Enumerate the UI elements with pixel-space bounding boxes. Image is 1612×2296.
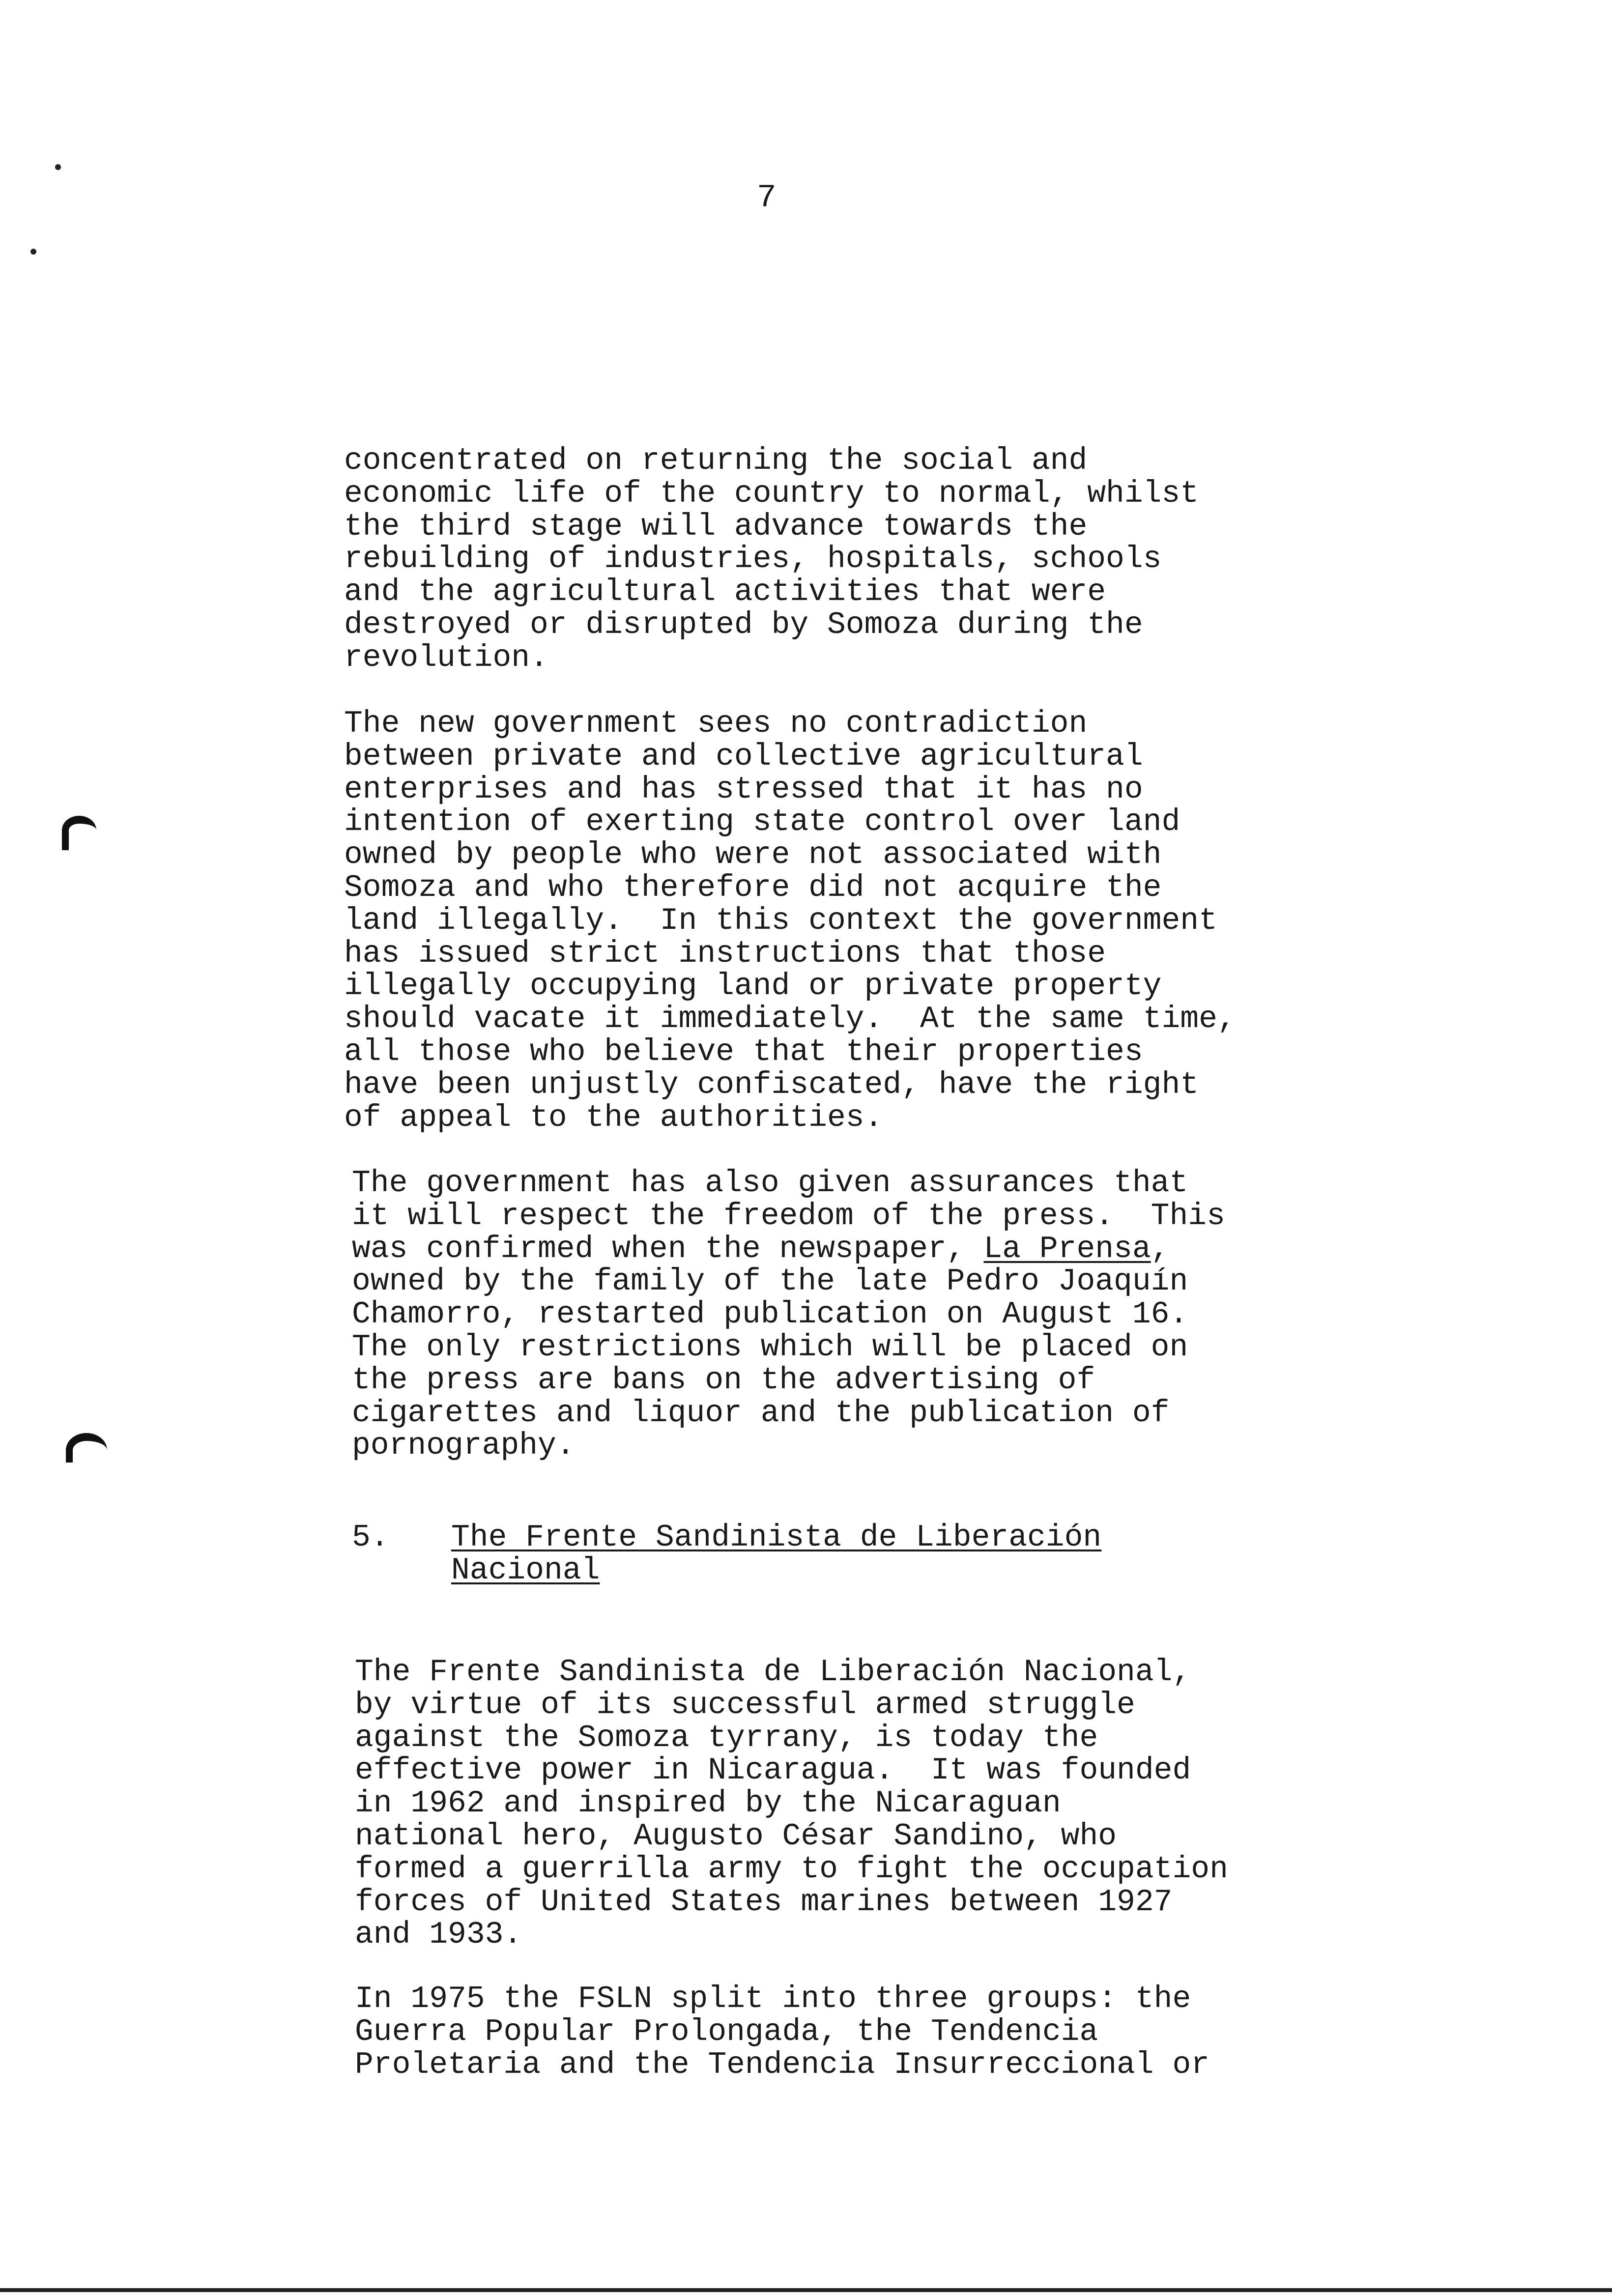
paragraph-fsln-split: In 1975 the FSLN split into three groups: the Guerra Popular Prolongada, the Tendencia Proletaria and the Tendencia Insurreccional or <box>355 1981 1210 2082</box>
newspaper-name: La Prensa <box>983 1231 1151 1266</box>
margin-dot-top <box>55 164 61 170</box>
paragraph-press-freedom <box>352 1167 1225 1463</box>
paragraph-economic-recovery: concentrated on returning the social and economic life of the country to normal, whilst the third stage will advance towards the rebuilding of industries, hospitals, schools and the agricultural activities that were destroyed or disrupted by Somoza during the revolution. <box>344 443 1199 675</box>
press-line-3-end: , <box>1151 1231 1170 1266</box>
section-number: 5. <box>352 1520 389 1555</box>
margin-dot-lower <box>30 249 36 255</box>
paragraph-land-policy: The new government sees no contradiction between private and collective agricultural enterprises and has stressed that it has no intention of exerting state control over land owned by people who were not associated with Somoza and who therefore did not acquire the land illegally. In this context the government has issued strict instructions that those illegally occupying land or private property should vacate it immediately. At the same time, all those who believe that their properties have been unjustly confiscated, have the right of appeal to the authorities. <box>344 706 1236 1135</box>
paragraph-fsln-history: The Frente Sandinista de Liberación Nacional, by virtue of its successful armed struggle against the Somoza tyrrany, is today the effective power in Nicaragua. It was founded in 1962 and inspired by the Nicaraguan national hero, Augusto César Sandino, who formed a guerrilla army to fight the occupation forces of United States marines between 1927 and 1933. <box>355 1655 1228 1952</box>
press-remaining-lines: owned by the family of the late Pedro Joaquín Chamorro, restarted publication on August 16. The only restrictions which will be placed on the press are bans on the advertising of cigarettes and liquor and the publication of pornography. <box>352 1264 1188 1464</box>
press-line-1: The government has also given assurances that <box>352 1166 1188 1201</box>
press-line-3-start: was confirmed when the newspaper, <box>352 1231 984 1266</box>
bottom-rule <box>0 2288 1612 2292</box>
page-number: 7 <box>757 179 777 216</box>
margin-mark-lower <box>66 1433 107 1463</box>
section-heading: The Frente Sandinista de Liberación Nacional <box>451 1520 1102 1588</box>
press-line-2: it will respect the freedom of the press. This <box>352 1198 1225 1234</box>
margin-mark-upper <box>62 816 96 850</box>
